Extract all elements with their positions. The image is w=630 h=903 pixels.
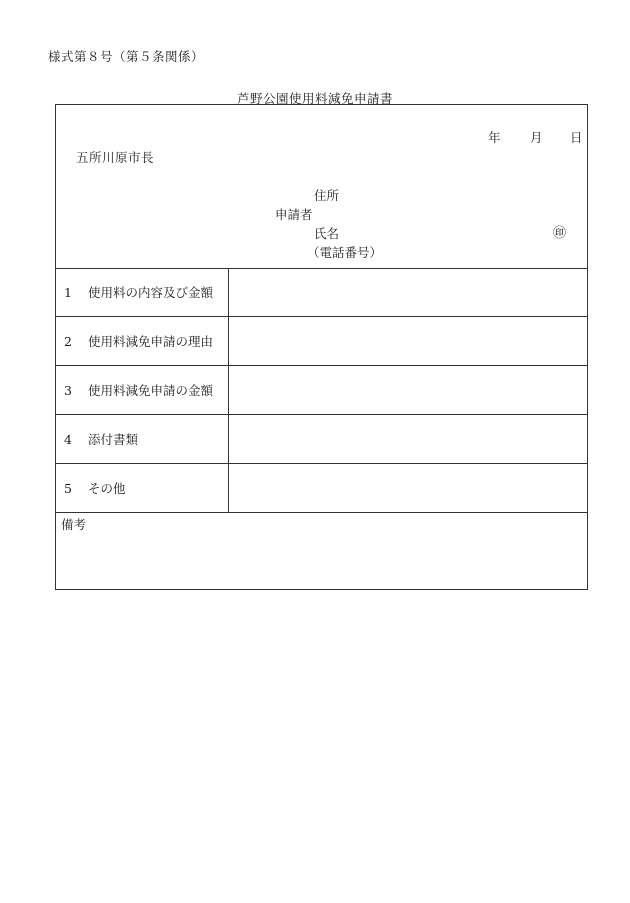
form-row [56, 317, 587, 366]
row-label [56, 317, 229, 365]
remarks-section[interactable] [56, 513, 587, 589]
phone-label: （電話番号） [307, 245, 383, 260]
date-year-label: 年 [488, 130, 501, 145]
row-value-field[interactable] [230, 317, 587, 365]
row-label [56, 268, 229, 316]
row-number: 4 [64, 431, 72, 447]
form-title: 芦野公園使用料減免申請書 [236, 91, 393, 106]
row-label [56, 366, 229, 414]
row-number: 3 [64, 382, 72, 398]
applicant-label: 申請者 [275, 207, 313, 222]
date-month-label: 月 [530, 130, 543, 145]
form-header-section [56, 105, 587, 269]
row-number: 2 [64, 333, 72, 349]
seal-mark: ㊞ [553, 226, 567, 241]
form-row [56, 464, 587, 513]
row-label [56, 415, 229, 463]
form-row [56, 366, 587, 415]
row-label-text: 使用料減免申請の理由 [88, 334, 214, 349]
row-label-text: 使用料減免申請の金額 [88, 383, 214, 398]
row-label-text: 添付書類 [88, 432, 139, 447]
addressee: 五所川原市長 [76, 150, 155, 165]
row-label [56, 464, 229, 512]
remarks-label: 備考 [61, 517, 87, 532]
form-row [56, 415, 587, 464]
row-label-text: 使用料の内容及び金額 [88, 285, 214, 300]
date-day-label: 日 [570, 130, 583, 145]
address-label: 住所 [314, 188, 340, 203]
row-number: 5 [64, 480, 72, 496]
row-value-field[interactable] [230, 464, 587, 512]
row-number: 1 [64, 284, 72, 300]
form-number: 様式第８号（第５条関係） [48, 49, 205, 64]
application-form [55, 104, 588, 590]
row-value-field[interactable] [230, 268, 587, 316]
form-row [56, 268, 587, 317]
row-label-text: その他 [88, 481, 126, 496]
row-value-field[interactable] [230, 366, 587, 414]
name-label: 氏名 [314, 226, 340, 241]
row-value-field[interactable] [230, 415, 587, 463]
